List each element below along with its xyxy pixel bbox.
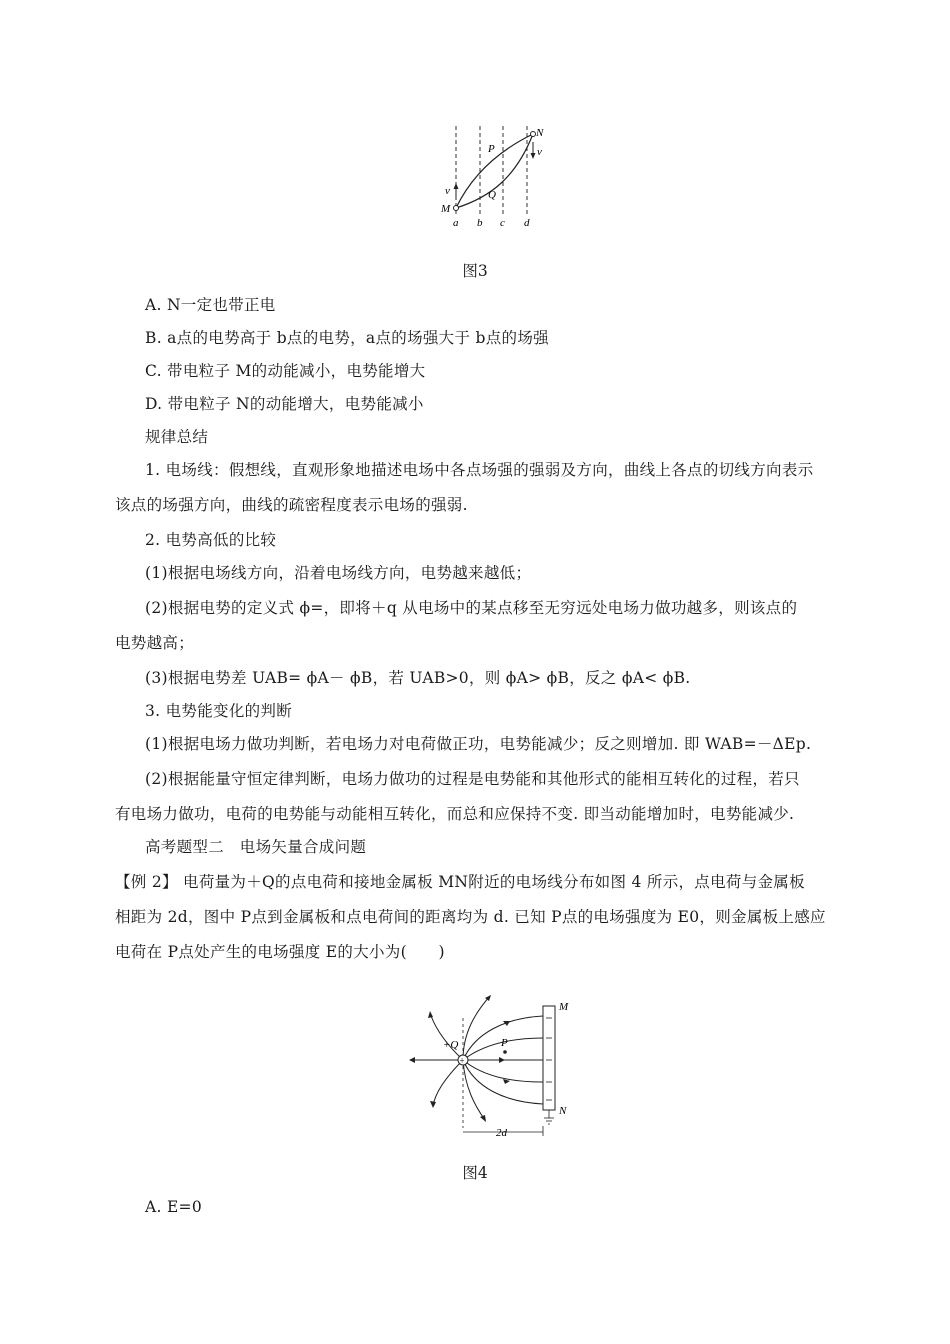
summary-p3-2-line1: (2)根据能量守恒定律判断，电场力做功的过程是电势能和其他形式的能相互转化的过程，若只 bbox=[145, 770, 800, 788]
label-b: b bbox=[477, 217, 483, 229]
figure-3-diagram bbox=[436, 122, 556, 232]
figure-4-diagram bbox=[405, 988, 585, 1138]
option-d-1: D. 带电粒子 N的动能增大，电势能减小 bbox=[145, 395, 424, 413]
point-p bbox=[503, 1050, 507, 1054]
option-c-1: C. 带电粒子 M的动能减小，电势能增大 bbox=[145, 362, 426, 380]
figure-3-caption: 图3 bbox=[462, 262, 488, 280]
summary-p1-line1: 1. 电场线：假想线，直观形象地描述电场中各点场强的强弱及方向，曲线上各点的切线方向表示 bbox=[145, 461, 814, 479]
svg-text:+: + bbox=[459, 1055, 465, 1066]
example-2-line3: 电荷在 P点处产生的电场强度 E的大小为( ) bbox=[115, 943, 445, 961]
metal-plate bbox=[543, 1006, 555, 1110]
summary-p2: 2. 电势高低的比较 bbox=[145, 531, 277, 549]
summary-p3-2-line2: 有电场力做功，电荷的电势能与动能相互转化，而总和应保持不变. 即当动能增加时，电势能减少. bbox=[115, 805, 795, 823]
velocity-arrow-n bbox=[531, 153, 536, 159]
label-p: P bbox=[488, 143, 495, 155]
field-line-ul bbox=[463, 996, 490, 1060]
summary-p2-2-line1: (2)根据电势的定义式 ϕ=，即将＋q 从电场中的某点移至无穷远处电场力做功越多，则该点的 bbox=[145, 599, 798, 617]
label-2d: 2d bbox=[496, 1127, 507, 1138]
summary-p3: 3. 电势能变化的判断 bbox=[145, 702, 293, 720]
option-a-1: A. N一定也带正电 bbox=[145, 296, 276, 314]
label-p-fig4: P bbox=[501, 1037, 508, 1049]
option-a-2: A. E=0 bbox=[145, 1198, 203, 1216]
label-a: a bbox=[453, 217, 459, 229]
summary-p3-1: (1)根据电场力做功判断，若电场力对电荷做正功，电势能减少；反之则增加. 即 WAB=－ΔEp. bbox=[145, 735, 812, 753]
velocity-arrow-m bbox=[454, 183, 459, 189]
arrow-mid bbox=[499, 1057, 505, 1063]
arrow-dl bbox=[430, 1101, 436, 1108]
summary-p2-1: (1)根据电场线方向，沿着电场线方向，电势越来越低； bbox=[145, 564, 532, 582]
label-d: d bbox=[524, 217, 530, 229]
label-n: N bbox=[536, 127, 544, 139]
particle-m bbox=[454, 206, 459, 211]
label-n-fig4: N bbox=[559, 1105, 567, 1117]
label-v-top: v bbox=[537, 146, 542, 158]
example-2-line2: 相距为 2d，图中 P点到金属板和点电荷间的距离均为 d. 已知 P点的电场强度为 E0，则金属板上感应 bbox=[115, 908, 826, 926]
summary-p1-line2: 该点的场强方向，曲线的疏密程度表示电场的强弱. bbox=[115, 496, 468, 514]
section-2-title: 高考题型二 电场矢量合成问题 bbox=[145, 838, 367, 856]
field-line-dl2 bbox=[463, 1060, 485, 1120]
field-line-dl bbox=[433, 1060, 463, 1106]
summary-heading: 规律总结 bbox=[145, 428, 209, 446]
label-m-fig4: M bbox=[559, 1001, 569, 1013]
arrow-ul2 bbox=[428, 1011, 433, 1018]
option-b-1: B. a点的电势高于 b点的电势，a点的场强大于 b点的场强 bbox=[145, 329, 549, 347]
arrow-left bbox=[409, 1057, 415, 1063]
label-c: c bbox=[500, 217, 505, 229]
label-plus-q: +Q bbox=[443, 1039, 459, 1051]
arrow-dl2 bbox=[480, 1115, 486, 1122]
particle-n bbox=[531, 132, 536, 137]
summary-p2-3: (3)根据电势差 UAB= ϕA－ ϕB，若 UAB>0，则 ϕA> ϕB，反之 ϕA< ϕB. bbox=[145, 669, 691, 687]
label-q: Q bbox=[488, 189, 496, 201]
figure-4-caption: 图4 bbox=[462, 1164, 488, 1182]
label-m: M bbox=[441, 203, 451, 215]
summary-p2-2-line2: 电势越高； bbox=[115, 634, 195, 652]
label-v-bottom: v bbox=[445, 185, 450, 197]
field-line-ul2 bbox=[430, 1013, 463, 1060]
example-2-line1: 【例 2】 电荷量为＋Q的点电荷和接地金属板 MN附近的电场线分布如图 4 所示，点电荷与金属板 bbox=[115, 873, 805, 891]
